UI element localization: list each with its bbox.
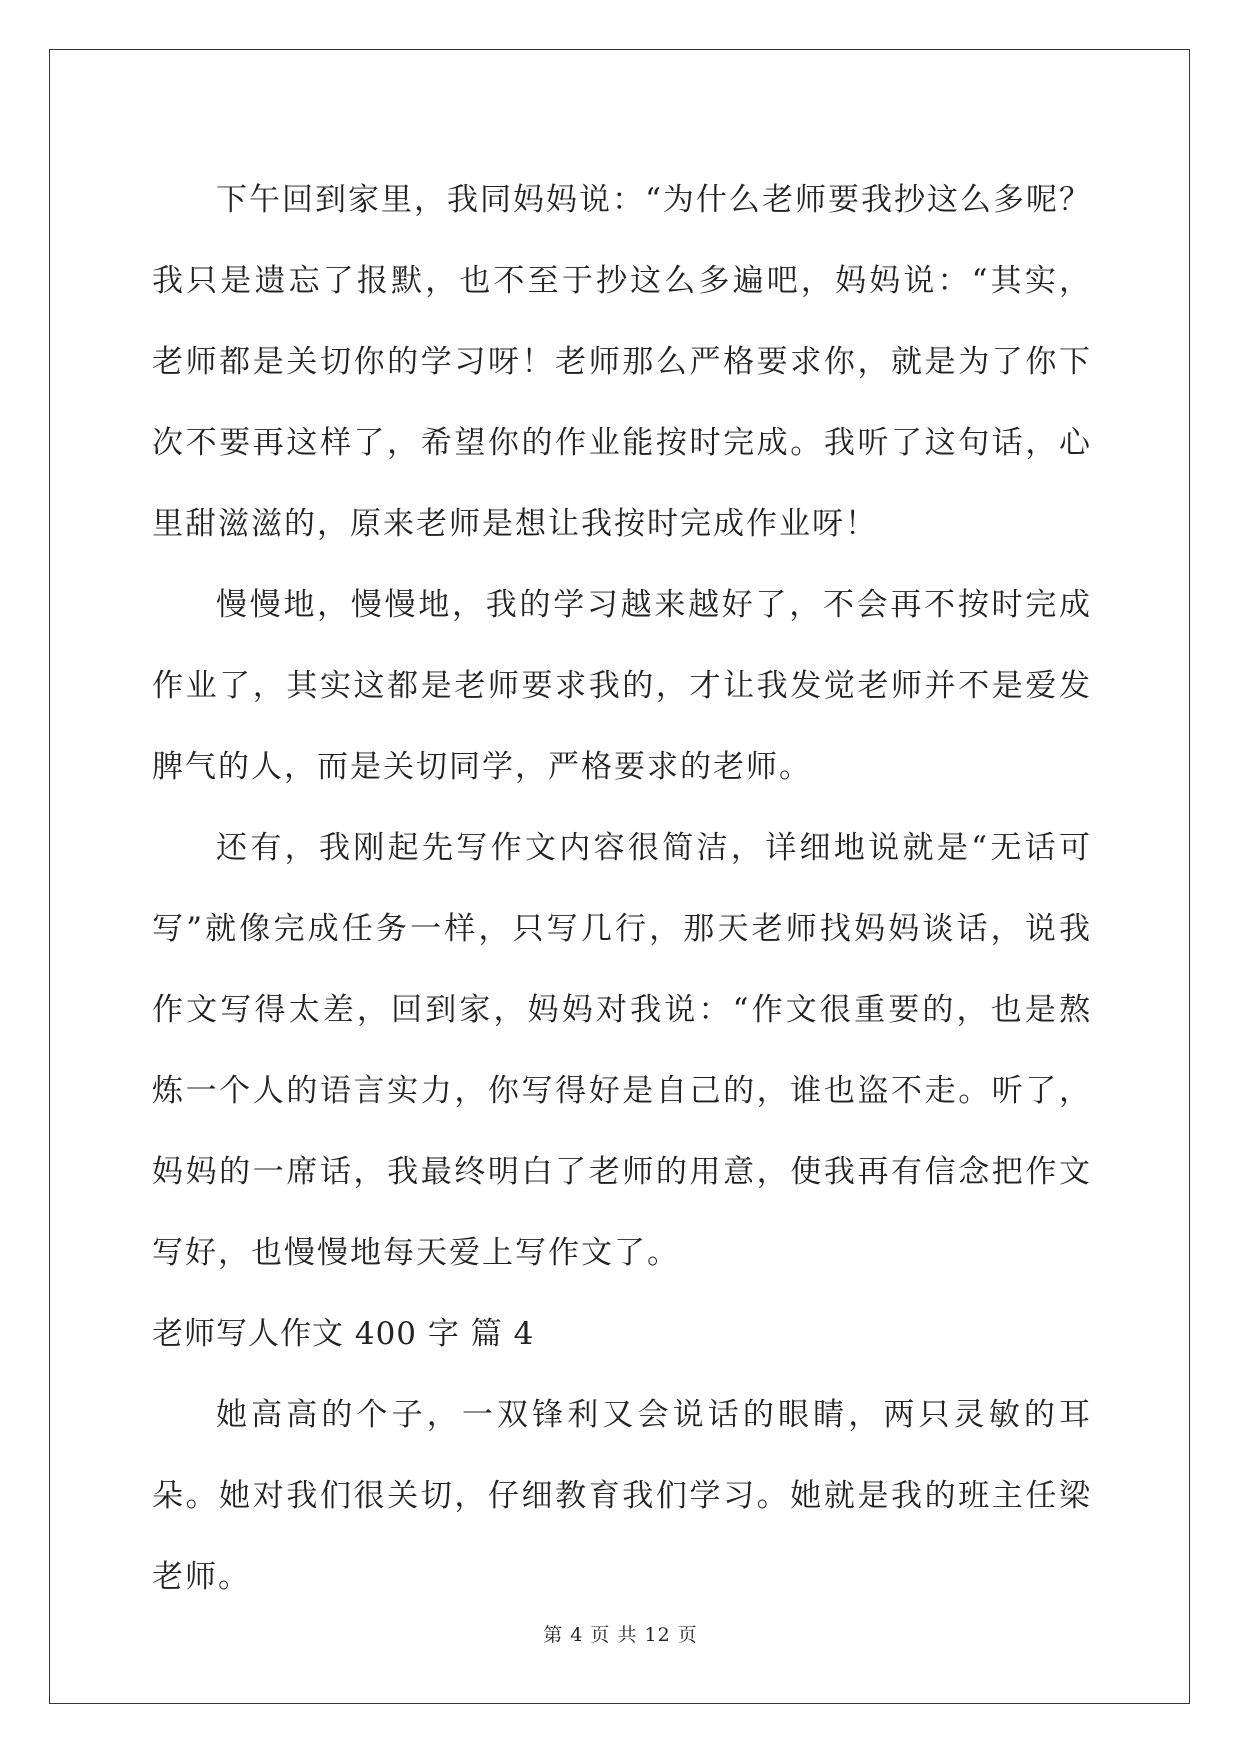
document-body	[152, 160, 1092, 1618]
section-heading: 老师写人作文 400 字 篇 4	[152, 1316, 535, 1352]
paragraph-1: 下午回到家里，我同妈妈说：“为什么老师要我抄这么多呢？我只是遗忘了报默，也不至于抄这么多遍吧，妈妈说：“其实，老师都是关切你的学习呀！老师那么严格要求你，就是为了你下次不要再这样了，希望你的作业能按时完成。我听了这句话，心里甜滋滋的，原来老师是想让我按时完成作业呀！	[152, 182, 1092, 542]
paragraph-2: 慢慢地，慢慢地，我的学习越来越好了，不会再不按时完成作业了，其实这都是老师要求我的，才让我发觉老师并不是爱发脾气的人，而是关切同学，严格要求的老师。	[152, 587, 1092, 785]
page-footer: 第 4 页 共 12 页	[543, 1624, 698, 1646]
paragraph-3: 还有，我刚起先写作文内容很简洁，详细地说就是“无话可写”就像完成任务一样，只写几行，那天老师找妈妈谈话，说我作文写得太差，回到家，妈妈对我说：“作文很重要的，也是熬炼一个人的语言实力，你写得好是自己的，谁也盗不走。听了，妈妈的一席话，我最终明白了老师的用意，使我再有信念把作文写好，也慢慢地每天爱上写作文了。	[152, 830, 1092, 1271]
section-paragraph-1: 她高高的个子，一双锋利又会说话的眼睛，两只灵敏的耳朵。她对我们很关切，仔细教育我们学习。她就是我的班主任梁老师。	[152, 1397, 1092, 1595]
